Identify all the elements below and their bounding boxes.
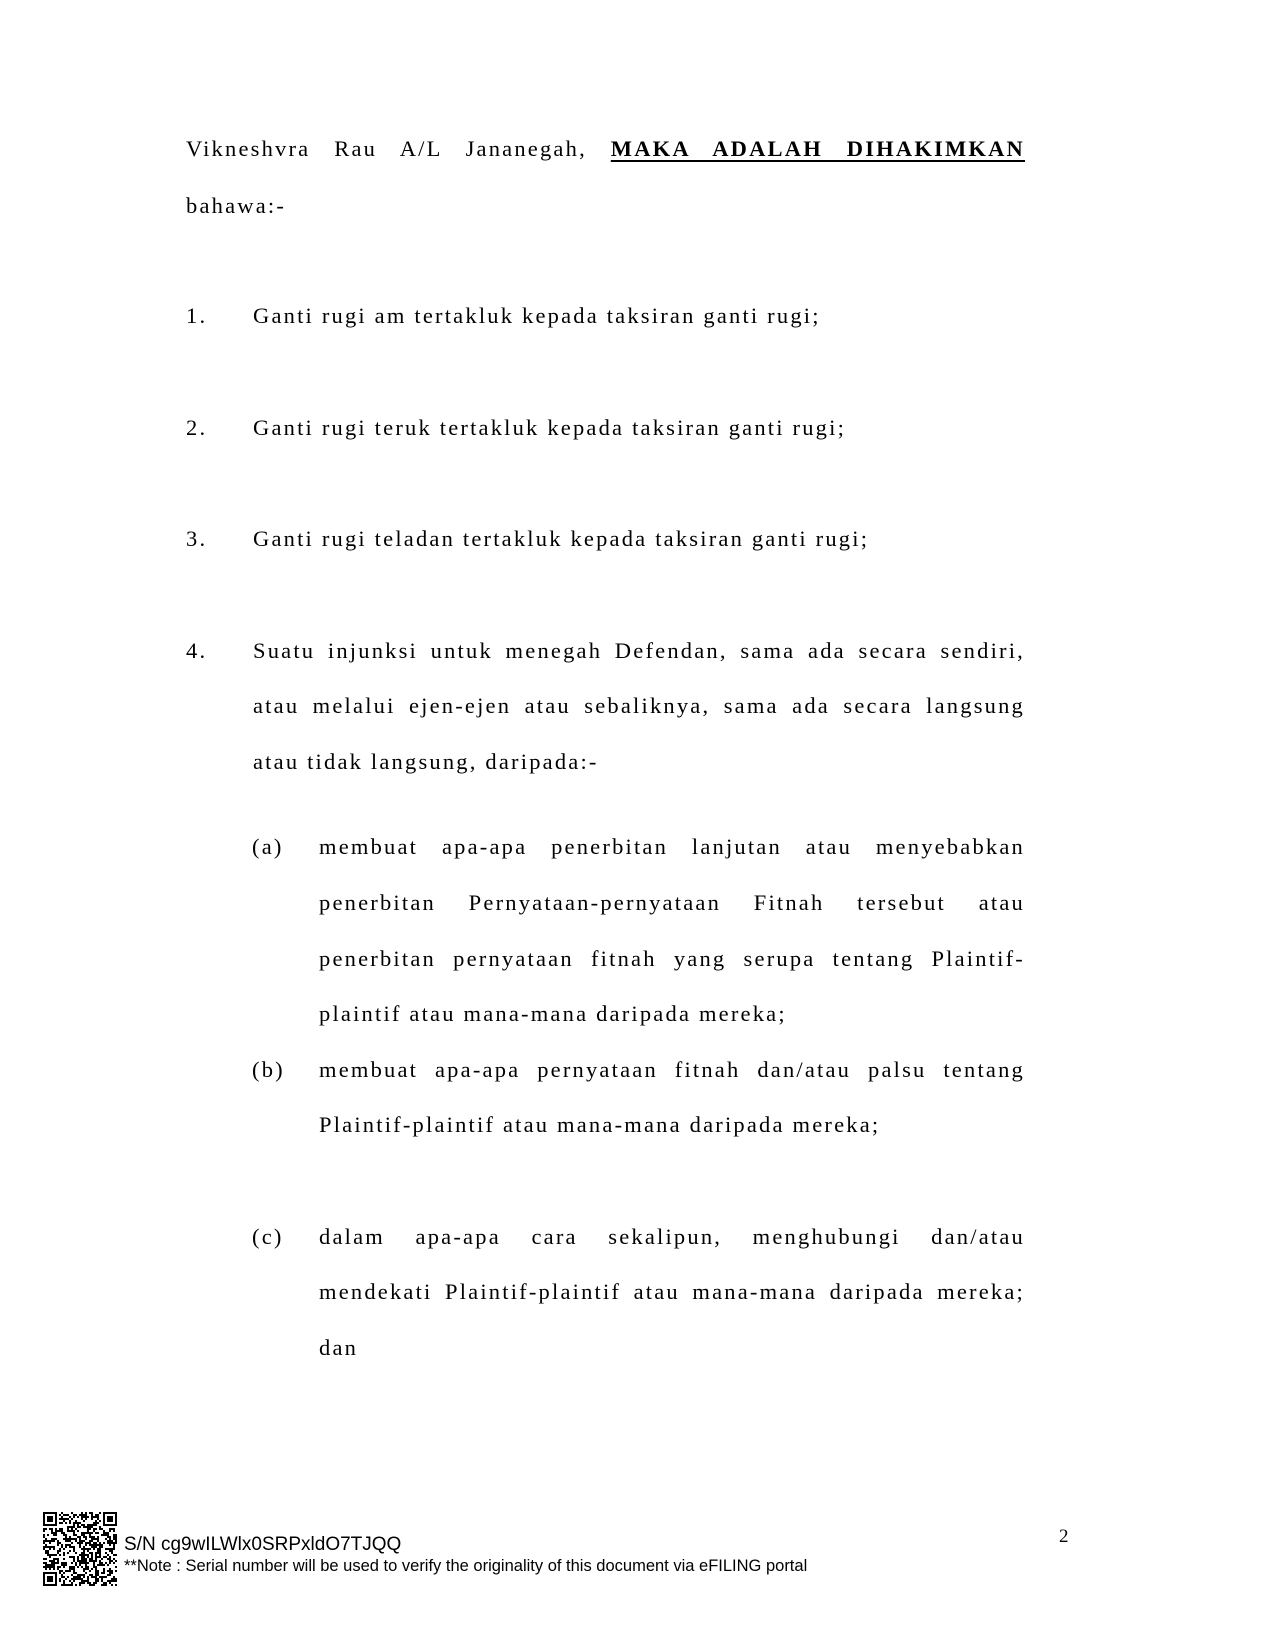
item-text-line: Suatu injunksi untuk menegah Defendan, sama ada secara sendiri, [253, 640, 1025, 663]
judgment-heading: MAKA ADALAH DIHAKIMKAN [610, 138, 1025, 161]
subitem-text-line: penerbitan Pernyataan-pernyataan Fitnah tersebut atau [319, 892, 1025, 915]
subitem-text-line: dalam apa-apa cara sekalipun, menghubungi dan/atau [319, 1226, 1025, 1249]
item-number: 2. [186, 415, 208, 440]
subitem-label: (a) [252, 834, 284, 859]
subitem-text-line: plaintif atau mana-mana daripada mereka; [319, 1001, 787, 1026]
item-text: Ganti rugi teruk tertakluk kepada taksiran ganti rugi; [253, 415, 847, 440]
item-text: Ganti rugi teladan tertakluk kepada taksiran ganti rugi; [253, 526, 870, 551]
intro-line-1 [186, 138, 1025, 168]
serial-number: S/N cg9wILWlx0SRPxldO7TJQQ [124, 1534, 402, 1555]
intro-name: Vikneshvra Rau A/L Jananegah, [186, 138, 587, 161]
verification-note: **Note : Serial number will be used to verify the originality of this document via eFILING portal [124, 1557, 808, 1575]
subitem-text-line: Plaintif-plaintif atau mana-mana daripada mereka; [319, 1112, 881, 1137]
subitem-text-line: penerbitan pernyataan fitnah yang serupa tentang Plaintif- [319, 948, 1025, 971]
subitem-text-line: mendekati Plaintif-plaintif atau mana-mana daripada mereka; [319, 1281, 1025, 1304]
subitem-text-line: membuat apa-apa pernyataan fitnah dan/atau palsu tentang [319, 1059, 1025, 1082]
item-text-line: atau melalui ejen-ejen atau sebaliknya, sama ada secara langsung [253, 695, 1025, 718]
item-number: 4. [186, 638, 208, 663]
subitem-text-line: dan [319, 1335, 359, 1360]
qr-code-icon [43, 1512, 117, 1586]
item-number: 1. [186, 303, 208, 328]
subitem-text-line: membuat apa-apa penerbitan lanjutan atau menyebabkan [319, 836, 1025, 859]
item-number: 3. [186, 526, 208, 551]
subitem-label: (c) [252, 1224, 284, 1249]
intro-line-2: bahawa:- [186, 193, 287, 218]
subitem-label: (b) [252, 1057, 285, 1082]
page-number: 2 [1059, 1526, 1069, 1547]
item-text-line: atau tidak langsung, daripada:- [253, 749, 599, 774]
item-text: Ganti rugi am tertakluk kepada taksiran ganti rugi; [253, 303, 821, 328]
